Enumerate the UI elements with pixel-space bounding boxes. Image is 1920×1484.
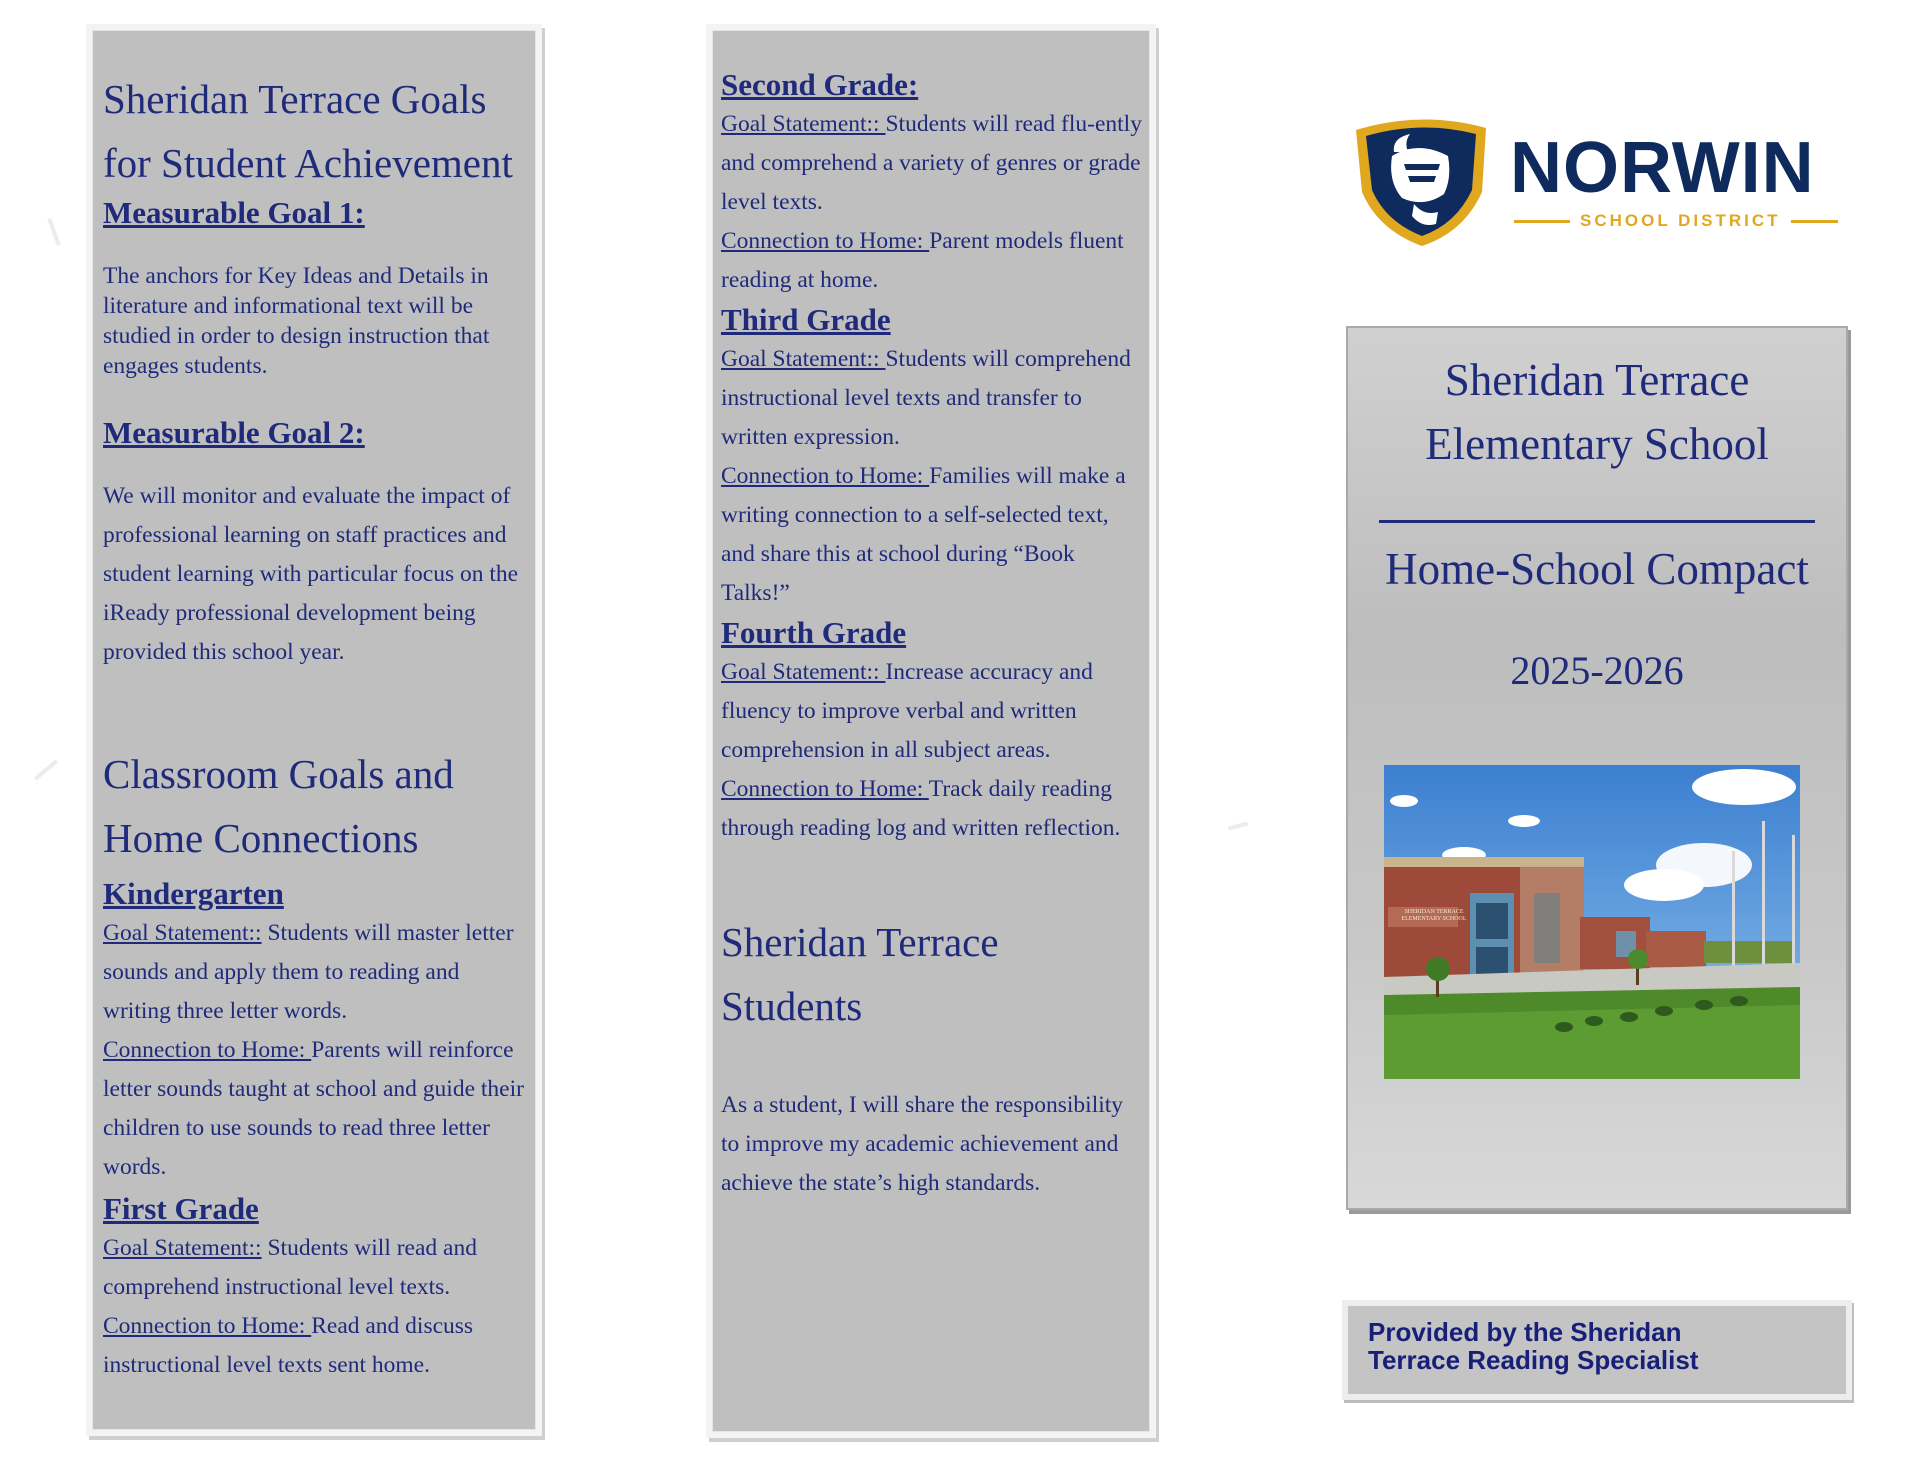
- connection-text: Read and discuss instructional level texts sent home.: [103, 1313, 474, 1378]
- stray-mark: [1228, 821, 1248, 830]
- connection-text: Parents will reinforce letter sounds taught at school and guide their children to use sounds to read three letter words.: [103, 1037, 524, 1180]
- connection-text: Parent models fluent reading at home.: [721, 228, 1124, 293]
- logo-wordmark: NORWIN: [1510, 128, 1815, 208]
- connection-label: Connection to Home:: [103, 1037, 312, 1063]
- stray-mark: [47, 218, 60, 246]
- goal-statement-label: Goal Statement::: [103, 920, 262, 946]
- provided-by-line2: Terrace Reading Specialist: [1368, 1345, 1699, 1375]
- third-grade-heading: Third Grade: [721, 302, 891, 337]
- first-grade-heading: First Grade: [103, 1191, 259, 1226]
- students-text: As a student, I will share the responsibility to improve my academic achievement and achieve the state’s high standards.: [721, 1092, 1124, 1196]
- goal-statement-text: Increase accuracy and fluency to improve verbal and written comprehension in all subject areas.: [721, 659, 1093, 763]
- connection-label: Connection to Home:: [721, 776, 929, 802]
- goal2-heading: Measurable Goal 2:: [103, 415, 365, 450]
- connection-text: Families will make a writing connection to a self-selected text, and share this at school during “Book Talks!”: [721, 463, 1126, 606]
- goal-statement-label: Goal Statement::: [103, 1235, 262, 1261]
- middle-panel: [712, 30, 1150, 1432]
- provided-by-line1: Provided by the Sheridan: [1368, 1317, 1682, 1347]
- norwin-logo: [1352, 112, 1842, 252]
- goal-statement-label: Goal Statement::: [721, 346, 886, 372]
- goal1-text: The anchors for Key Ideas and Details in literature and informational text will be studied in order to design instruction that engages students.: [103, 263, 490, 379]
- fourth-grade-heading: Fourth Grade: [721, 615, 907, 650]
- school-building-photo: [1384, 765, 1800, 1079]
- school-name: [1348, 348, 1846, 476]
- stray-mark: [34, 759, 58, 780]
- third-grade-text: [721, 340, 1143, 613]
- kindergarten-heading: Kindergarten: [103, 876, 284, 911]
- goal-statement-label: Goal Statement::: [721, 111, 886, 137]
- first-grade-text: [103, 1229, 529, 1385]
- classroom-title: Classroom Goals and Home Connections: [103, 751, 454, 861]
- left-panel: [92, 30, 536, 1430]
- goal1-heading: Measurable Goal 1:: [103, 195, 365, 230]
- goals-title: Sheridan Terrace Goals for Student Achievement: [103, 76, 513, 186]
- second-grade-text: [721, 105, 1143, 300]
- fourth-grade-text: [721, 653, 1143, 848]
- logo-subtitle: SCHOOL DISTRICT: [1570, 208, 1791, 234]
- goal-statement-text: Students will read and comprehend instructional level texts.: [103, 1235, 477, 1300]
- school-name-line2: Elementary School: [1425, 419, 1769, 469]
- goal-statement-label: Goal Statement::: [721, 659, 886, 685]
- document-title: Home-School Compact: [1385, 544, 1809, 594]
- school-name-line1: Sheridan Terrace: [1444, 355, 1750, 405]
- connection-label: Connection to Home:: [721, 228, 930, 254]
- second-grade-heading: Second Grade:: [721, 67, 919, 102]
- title-divider: [1379, 520, 1815, 523]
- connection-label: Connection to Home:: [103, 1313, 312, 1339]
- goal2-text: We will monitor and evaluate the impact of professional learning on staff practices and student learning with particular focus on the iReady professional development being provided this school year.: [103, 483, 519, 665]
- students-title: Sheridan Terrace Students: [721, 919, 999, 1029]
- goal-statement-text: Students will master letter sounds and apply them to reading and writing three letter words.: [103, 920, 514, 1024]
- connection-text: Track daily reading through reading log and written reflection.: [721, 776, 1121, 841]
- connection-label: Connection to Home:: [721, 463, 930, 489]
- cover-panel: [1346, 326, 1848, 1210]
- building-sign: SHERIDAN TERRACE ELEMENTARY SCHOOL: [1401, 909, 1467, 922]
- school-year: 2025-2026: [1510, 648, 1684, 693]
- goal-statement-text: Students will comprehend instructional level texts and transfer to written expression.: [721, 346, 1131, 450]
- goal-statement-text: Students will read flu-ently and comprehend a variety of genres or grade level texts.: [721, 111, 1142, 215]
- kindergarten-text: [103, 914, 529, 1187]
- provided-by-box: [1342, 1300, 1852, 1400]
